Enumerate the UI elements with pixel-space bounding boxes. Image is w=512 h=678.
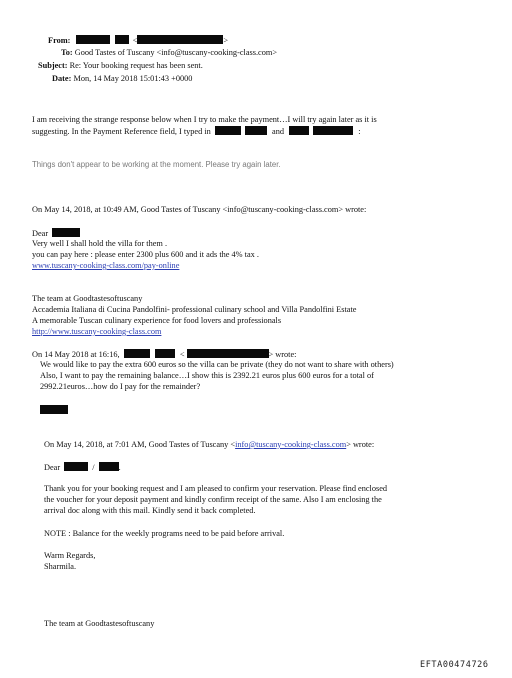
from-lt: < [132, 36, 138, 45]
signature-line-1: The team at Goodtastesoftuscany [32, 294, 143, 303]
quote2-line-3: 2992.21euros…how do I pay for the remainder? [40, 382, 201, 391]
quote1-dear-row [32, 228, 80, 239]
redaction-block [137, 35, 223, 44]
quote3-dot: . [118, 463, 121, 472]
quote1-dear: Dear [32, 229, 49, 238]
body-line-2-colon: : [358, 127, 361, 136]
header-date-row [52, 74, 192, 84]
redaction-block [40, 405, 68, 414]
header-to-row [61, 48, 277, 58]
redaction-block [52, 228, 80, 237]
quote2-line-1: We would like to pay the extra 600 euros so the villa can be private (they do not want to share with others) [40, 360, 394, 369]
redaction-block [245, 126, 267, 135]
quote2-attribution [32, 349, 296, 360]
quote3-p1-line-2: the voucher for your deposit payment and kindly confirm receipt of the same. Also I am enclosing the [44, 495, 382, 504]
from-gt: > [223, 36, 229, 45]
quote3-attribution [44, 440, 374, 450]
redaction-block [64, 462, 88, 471]
quote3-dear: Dear [44, 463, 61, 472]
body-line-2 [32, 126, 361, 137]
error-message: Things don't appear to be working at the moment. Please try again later. [32, 160, 281, 169]
header-from-row [48, 35, 228, 46]
redaction-block [187, 349, 269, 358]
quote3-attr-b: > wrote: [346, 440, 375, 449]
header-subject-row [38, 61, 203, 71]
website-link[interactable]: http://www.tuscany-cooking-class.com [32, 327, 162, 336]
body-line-2-and: and [272, 127, 285, 136]
quote3-slash: / [92, 463, 95, 472]
to-value: Good Tastes of Tuscany <info@tuscany-cooking-class.com> [74, 48, 277, 57]
quote2-attr-b: > wrote: [268, 350, 297, 359]
redaction-block [115, 35, 129, 44]
quote1-link-row [32, 261, 179, 271]
quote2-attr-a: On 14 May 2018 at 16:16, [32, 350, 120, 359]
quote1-line-2: you can pay here : please enter 2300 plus 600 and it ads the 4% tax . [32, 250, 259, 259]
subject-label: Subject: [38, 61, 68, 70]
body-line-1: I am receiving the strange response below when I try to make the payment…I will try again later as it is [32, 115, 377, 124]
redaction-block [76, 35, 110, 44]
document-id: EFTA00474726 [420, 660, 489, 670]
signature-link-row [32, 327, 161, 337]
from-label: From: [48, 36, 71, 45]
redaction-block [155, 349, 175, 358]
signature-line-3: A memorable Tuscan culinary experience for food lovers and professionals [32, 316, 282, 325]
quote3-attr-a: On May 14, 2018, at 7:01 AM, Good Tastes of Tuscany < [44, 440, 236, 449]
quote2-sign-redaction [40, 405, 68, 416]
quote1-attribution: On May 14, 2018, at 10:49 AM, Good Tastes of Tuscany <info@tuscany-cooking-class.com> wrote: [32, 205, 367, 214]
quote3-team: The team at Goodtastesoftuscany [44, 619, 155, 628]
quote1-line-1: Very well I shall hold the villa for them . [32, 239, 168, 248]
quote3-p1-line-3: arrival doc along with this mail. Kindly send it back completed. [44, 506, 256, 515]
pay-online-link[interactable]: www.tuscany-cooking-class.com/pay-online [32, 261, 180, 270]
date-value: Mon, 14 May 2018 15:01:43 +0000 [73, 74, 193, 83]
date-label: Date: [52, 74, 72, 83]
quote2-lt: < [179, 350, 185, 359]
quote3-name: Sharmila. [44, 562, 77, 571]
quote3-regards: Warm Regards, [44, 551, 96, 560]
redaction-block [215, 126, 241, 135]
signature-line-2: Accademia Italiana di Cucina Pandolfini- professional culinary school and Villa Pandolfini Estate [32, 305, 357, 314]
body-line-2-text: suggesting. In the Payment Reference field, I typed in [32, 127, 211, 136]
redaction-block [289, 126, 309, 135]
info-email-link[interactable]: info@tuscany-cooking-class.com [235, 440, 347, 449]
redaction-block [124, 349, 150, 358]
quote3-p1-line-1: Thank you for your booking request and I am pleased to confirm your reservation. Please find enclosed [44, 484, 388, 493]
quote3-dear-row [44, 462, 121, 473]
subject-value: Re: Your booking request has been sent. [69, 61, 203, 70]
to-label: To: [61, 48, 73, 57]
redaction-block [99, 462, 119, 471]
redaction-block [313, 126, 353, 135]
quote2-line-2: Also, I want to pay the remaining balance…I show this is 2392.21 euros plus 600 euros for a total of [40, 371, 374, 380]
quote3-note: NOTE : Balance for the weekly programs need to be paid before arrival. [44, 529, 285, 538]
